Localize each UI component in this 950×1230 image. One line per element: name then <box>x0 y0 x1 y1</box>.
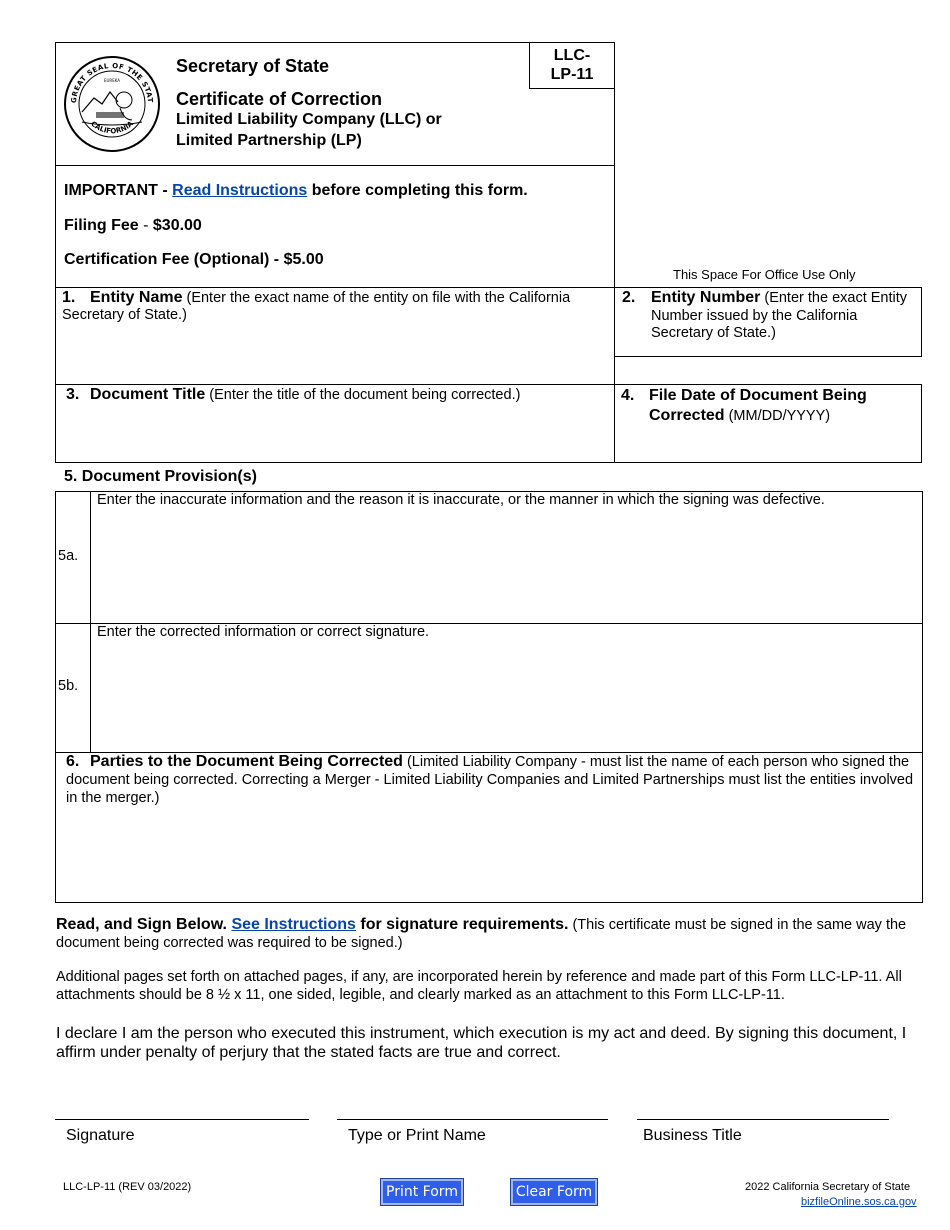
provision-5a-input[interactable] <box>91 492 922 623</box>
provision-5b-text: Enter the corrected information or correct signature. <box>97 624 430 640</box>
parties-hint: (Limited Liability Company - must list the name of each person who signed the document being corrected. Correcting a Merger - Limited Liability Companies and Limited Partnerships must list the entities involved in the merger.) <box>66 754 914 806</box>
document-title-hint: (Enter the title of the document being corrected.) <box>205 387 521 403</box>
provision-5b-input[interactable] <box>91 624 922 752</box>
file-date-num: 4. <box>621 387 635 404</box>
agency-name: Secretary of State <box>176 56 330 76</box>
entity-number-caption <box>622 289 918 343</box>
filing-fee <box>64 217 202 235</box>
form-code-line1: LLC- <box>553 47 591 64</box>
form-code-line2: LP-11 <box>550 66 594 83</box>
declaration-text: I declare I am the person who executed this instrument, which execution is my act and deed. By signing this document, I affirm under penalty of perjury that the stated facts are true and correct. <box>56 1025 907 1061</box>
entity-number-label: Entity Number <box>651 289 761 306</box>
form-code-box <box>529 42 615 89</box>
california-seal <box>62 54 162 154</box>
print-name-label: Type or Print Name <box>348 1127 486 1144</box>
certification-fee-label: Certification Fee (Optional) - <box>64 251 280 268</box>
certification-fee-amount: $5.00 <box>279 251 324 268</box>
svg-text:CALIFORNIA: CALIFORNIA <box>89 119 135 136</box>
see-instructions-link[interactable]: See Instructions <box>231 916 356 933</box>
entity-number-hint: (Enter the exact Entity Number issued by the California Secretary of State.) <box>651 290 908 341</box>
entity-name-num: 1. <box>62 289 76 306</box>
entity-name-label: Entity Name <box>90 289 183 306</box>
file-date-hint: (MM/DD/YYYY) <box>724 408 831 424</box>
sign-instructions <box>56 916 918 952</box>
filing-fee-sep: - <box>138 217 153 234</box>
business-title-line[interactable] <box>637 1119 889 1120</box>
document-title-num: 3. <box>66 386 80 403</box>
form-subtitle-line2: Limited Partnership (LP) <box>176 132 362 149</box>
filing-fee-label: Filing Fee <box>64 217 139 234</box>
copyright-text: 2022 California Secretary of State <box>745 1181 911 1193</box>
document-title-label: Document Title <box>90 386 206 403</box>
seal-icon <box>62 54 162 154</box>
entity-name-hint: (Enter the exact name of the entity on file with the California Secretary of State.) <box>62 290 571 323</box>
business-title-label: Business Title <box>643 1127 742 1144</box>
parties-num: 6. <box>66 753 80 770</box>
form-subtitle-line1: Limited Liability Company (LLC) or <box>176 111 442 128</box>
svg-text:EUREKA: EUREKA <box>103 78 121 83</box>
entity-number-num: 2. <box>622 289 636 306</box>
additional-pages-text: Additional pages set forth on attached pages, if any, are incorporated herein by reference and made part of this Form LLC-LP-11. All attachments should be 8 ½ x 11, one sided, legible, and clearly marked as an attachment to this Form LLC-LP-11. <box>56 969 902 1003</box>
provision-5a-tag: 5a. <box>58 548 79 564</box>
revision-code: LLC-LP-11 (REV 03/2022) <box>63 1181 192 1193</box>
website-link[interactable]: bizfileOnline.sos.ca.gov <box>801 1196 917 1208</box>
form-title: Certificate of Correction <box>176 89 383 109</box>
svg-text:THE GREAT SEAL OF THE STATE OF: GREAT SEAL OF THE STAT <box>69 61 155 104</box>
filing-fee-amount: $30.00 <box>152 217 202 234</box>
entity-name-caption <box>62 289 610 324</box>
provision-5b-tag: 5b. <box>58 678 79 694</box>
important-prefix: IMPORTANT - <box>64 182 173 199</box>
print-form-button[interactable]: Print Form <box>381 1179 463 1205</box>
file-date-label: File Date of Document Being Corrected <box>649 387 867 424</box>
document-title-caption <box>66 386 606 404</box>
office-use-label: This Space For Office Use Only <box>673 267 856 282</box>
important-notice <box>64 182 528 200</box>
file-date-caption <box>621 386 911 426</box>
document-provisions-heading: 5. Document Provision(s) <box>64 468 257 485</box>
read-instructions-link[interactable]: Read Instructions <box>172 182 308 199</box>
print-name-line[interactable] <box>337 1119 608 1120</box>
important-suffix: before completing this form. <box>307 182 528 199</box>
signature-label: Signature <box>66 1127 135 1144</box>
signature-note: (This certificate must be signed in the same way the document being corrected was required to be signed.) <box>56 917 907 951</box>
signature-line[interactable] <box>55 1119 309 1120</box>
signature-requirements: for signature requirements. <box>355 916 569 933</box>
parties-caption <box>66 753 916 807</box>
clear-form-button[interactable]: Clear Form <box>511 1179 597 1205</box>
read-sign-heading: Read, and Sign Below. <box>56 916 232 933</box>
provision-5a-text: Enter the inaccurate information and the reason it is inaccurate, or the manner in which the signing was defective. <box>97 492 825 508</box>
certification-fee <box>64 251 324 269</box>
parties-label: Parties to the Document Being Corrected <box>90 753 403 770</box>
